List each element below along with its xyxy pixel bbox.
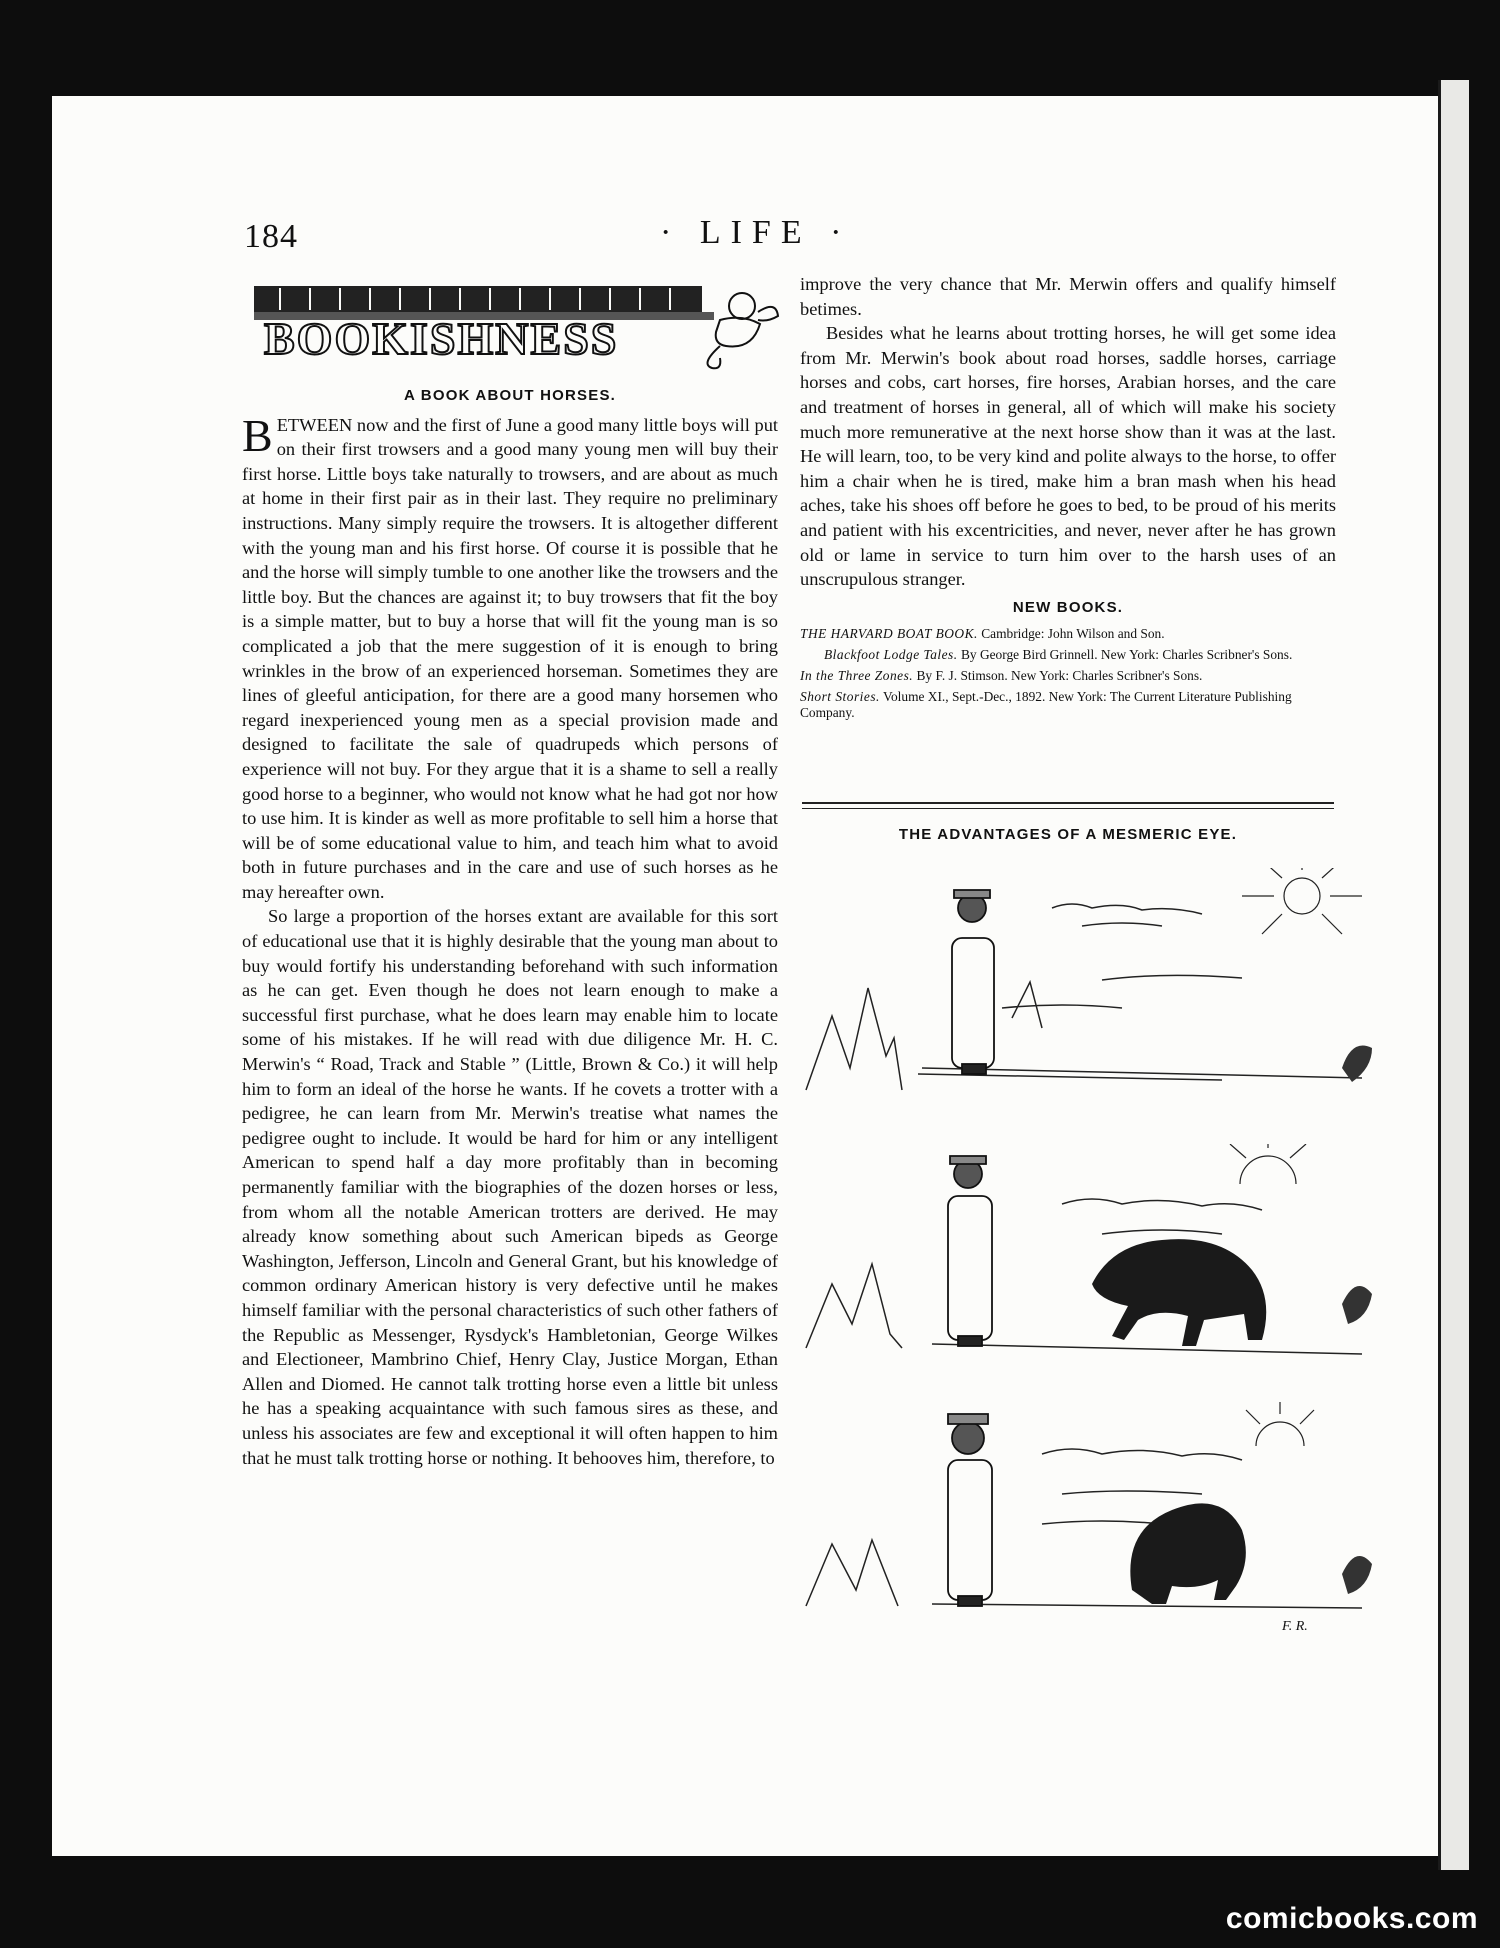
article-paragraph-1 <box>242 409 778 905</box>
man-figure <box>948 1414 992 1606</box>
article-paragraph-2: So large a proportion of the horses extant are available for this sort of educational use that it is highly desirable that the young man about to buy would fortify his understanding beforehand with such information as he can get. Even though he does not learn enough to make a successful first purchase, what he does learn may enable him to locate some of his mistakes. If he will read with due diligence Mr. H. C. Merwin's “ Road, Track and Stable ” (Little, Brown & Co.) it will help him to form an ideal of the horse he wants. If he covets a trotter with a pedigree, he can learn from Mr. Merwin's treatise what names the pedigree ought to include. It would be hard for him or any intelligent American to spend half a day more profitably than in becoming permanently familiar with the biographies of the dozen horses or less, from whom all the notable American trotters are derived. He may already know something about such American bipeds as George Washington, Jefferson, Lincoln and General Grant, but his knowledge of common ordinary American history is very defective until he makes himself familiar with the personal characteristics of such other fathers of the Republic as Messenger, Rysdyck's Hambletonian, George Wilkes and Electioneer, Mambrino Chief, Henry Clay, Justice Morgan, Ethan Allen and Diomed. He cannot talk trotting horse even a little bit unless he has a speaking acquaintance with such famous sires as these, and unless his associates are few and exceptional it will often happen to him that he must talk trotting horse or nothing. It behooves him, therefore, to <box>242 906 778 1468</box>
sun-icon <box>1230 1144 1306 1184</box>
drop-cap: B <box>242 409 273 461</box>
cherub-icon <box>708 293 779 368</box>
cartoon-panel-2 <box>802 1144 1374 1368</box>
cartoon-panel-1 <box>802 868 1374 1108</box>
book-title: Short Stories. <box>800 689 880 705</box>
next-page-edge <box>1438 80 1469 1870</box>
cartoon-title: THE ADVANTAGES OF A MESMERIC EYE. <box>898 826 1238 843</box>
cartoon-panel-3 <box>802 1394 1374 1640</box>
site-watermark: comicbooks.com <box>1225 1902 1478 1935</box>
book-title: Blackfoot Lodge Tales. <box>824 647 958 663</box>
sun-icon <box>1242 868 1362 934</box>
mountain-range <box>806 988 902 1090</box>
bush <box>1342 1556 1372 1594</box>
bear-figure <box>1092 1239 1266 1346</box>
cloud <box>1002 904 1242 1008</box>
page-number: 184 <box>244 218 298 255</box>
book-entry <box>800 626 1336 642</box>
book-details: Cambridge: John Wilson and Son. <box>977 626 1165 642</box>
sun-icon <box>1246 1402 1314 1446</box>
book-title: In the Three Zones. <box>800 668 914 684</box>
bush <box>1342 1046 1372 1083</box>
article-paragraph-4: Besides what he learns about trotting horses, he will get some idea from Mr. Merwin's book about road horses, saddle horses, carriage horses and cobs, cart horses, fire horses, Arabian horses, and the care and treatment of horses in general, all of which will make his society much more remunerative at the next horse show than it was at the last. He will learn, too, to be very kind and polite always to the horse, to offer him a chair when he is tired, make him a bran mash when his head aches, take his shoes off before he goes to bed, to be proud of his merits and patient with his excentricities, and never, never after he has grown old or lame in service to turn him over to the harsh uses of an unscrupulous stranger. <box>800 323 1336 590</box>
section-divider <box>802 808 1334 809</box>
bush <box>1342 1286 1372 1324</box>
book-entry <box>800 647 1336 663</box>
man-figure <box>952 890 994 1074</box>
paragraph-1-text: ETWEEN now and the first of June a good many little boys will put on their first trowsers and a good many young men will buy their first horse. Little boys take naturally to trowsers, and are about as much at home in their first pair as in their last. They require no preliminary instructions. Many simply require the trowsers. It is altogether different with the young man and his first horse. Of course it is possible that he and the horse will simply tumble to one another like the trowsers and the little boy. But the chances are against it; to buy trowsers that fit the boy is a simple matter, but to buy a horse that will fit the young man is so complicated a job that the mere suggestion of it is enough to bring wrinkles in the brow of an experienced horseman. Sometimes they are lines of gleeful anticipation, for there are a good many horsemen who regard inexperienced young men as a special provision made and designed to facilitate the sale of quadrupeds which persons of experience will not buy. For they argue that it is a shame to sell a really good horse to a beginner, who would not know what he had got nor how to use him. It is kinder as well as more profitable to sell him a horse that will be of some educational value to him, and teach him what to avoid both in future purchases and in the care and use of such horses as he may hereafter own. <box>242 414 778 902</box>
mountain-range <box>806 1540 898 1606</box>
article-paragraph-3: improve the very chance that Mr. Merwin offers and qualify himself betimes. <box>800 274 1336 319</box>
ground-line <box>932 1344 1362 1354</box>
mountain-range <box>806 1264 902 1348</box>
cloud <box>1062 1199 1262 1234</box>
book-details: By George Bird Grinnell. New York: Charles Scribner's Sons. <box>957 647 1293 663</box>
article-heading: A BOOK ABOUT HORSES. <box>403 387 617 404</box>
article-left-column <box>242 384 778 1470</box>
ground-line <box>932 1604 1362 1608</box>
article-right-column <box>800 272 1336 726</box>
bear-figure <box>1130 1503 1246 1604</box>
new-books-list <box>800 626 1336 721</box>
ground-line <box>922 1068 1362 1078</box>
banner-lettering: BOOKISHNESS <box>264 313 619 364</box>
book-entry <box>800 689 1336 721</box>
new-books-heading: NEW BOOKS. <box>1012 598 1124 616</box>
book-entry <box>800 668 1336 684</box>
section-divider <box>802 802 1334 804</box>
artist-signature: F. R. <box>1282 1619 1308 1634</box>
man-figure <box>948 1156 992 1346</box>
book-details: By F. J. Stimson. New York: Charles Scribner's Sons. <box>913 668 1203 684</box>
book-title: THE HARVARD BOAT BOOK. <box>800 626 978 642</box>
magazine-title: · LIFE · <box>660 214 852 251</box>
book-details: Volume XI., Sept.-Dec., 1892. New York: The Current Literature Publishing Company. <box>800 689 1292 721</box>
bookishness-banner <box>250 276 780 372</box>
